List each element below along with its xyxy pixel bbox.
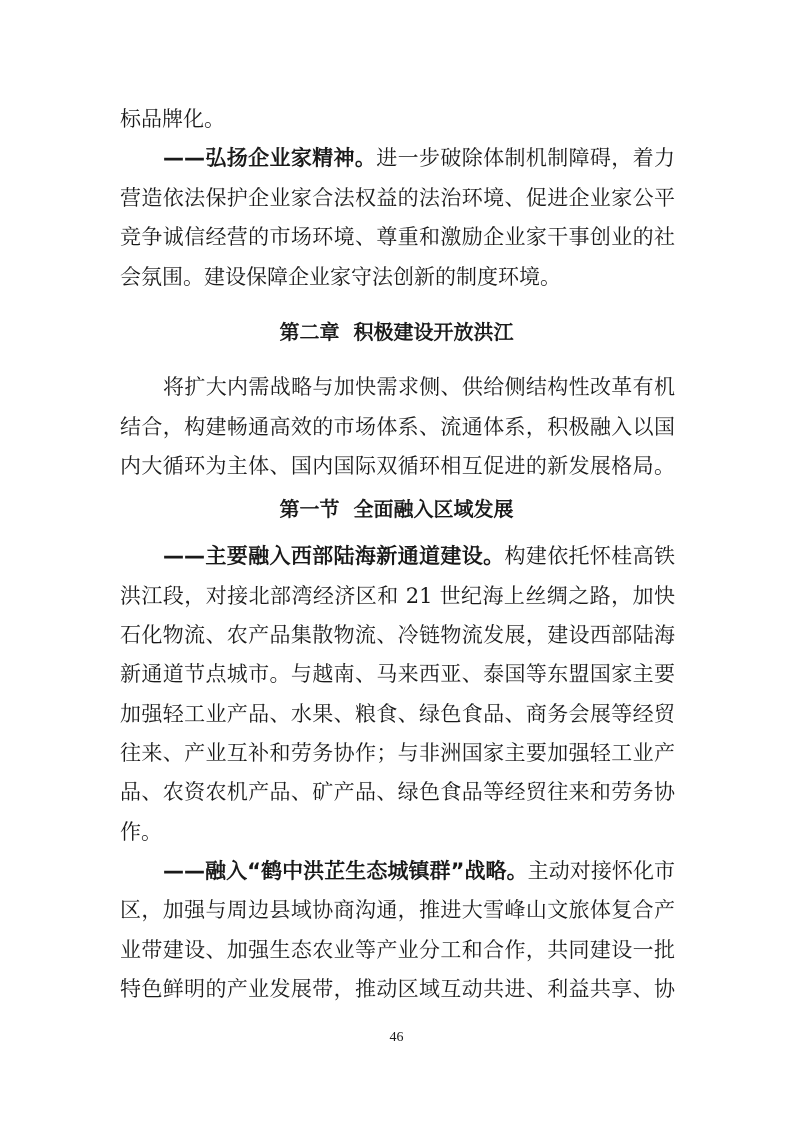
paragraph-line: 内大循环为主体、国内国际双循环相互促进的新发展格局。	[120, 454, 675, 478]
paragraph-line: 会氛围。建设保障企业家守法创新的制度环境。	[120, 265, 561, 289]
paragraph-line	[163, 143, 675, 173]
paragraph-line: 特色鲜明的产业发展带，推动区域互动共进、利益共享、协	[120, 977, 675, 1001]
paragraph-line: 作。	[120, 820, 162, 844]
paragraph-line: 区，加强与周边县域协商沟通，推进大雪峰山文旅体复合产	[120, 898, 675, 922]
paragraph-line: 业带建设、加强生态农业等产业分工和合作，共同建设一批	[120, 938, 675, 962]
paragraph-line: 加强轻工业产品、水果、粮食、绿色食品、商务会展等经贸	[120, 702, 675, 726]
paragraph-line: 品、农资农机产品、矿产品、绿色食品等经贸往来和劳务协	[120, 780, 675, 804]
paragraph-line: 竞争诚信经营的市场环境、尊重和激励企业家干事创业的社	[120, 225, 675, 249]
page-number: 46	[389, 1030, 404, 1045]
bold-lead: ——弘扬企业家精神。	[163, 146, 377, 170]
paragraph-line: 结合，构建畅通高效的市场体系、流通体系，积极融入以国	[120, 415, 675, 439]
paragraph-line: 标品牌化。	[120, 107, 225, 131]
paragraph-line: 新通道节点城市。与越南、马来西亚、泰国等东盟国家主要	[120, 662, 675, 686]
line-text: 进一步破除体制机制障碍，着力	[376, 146, 675, 170]
paragraph-line: 石化物流、农产品集散物流、冷链物流发展，建设西部陆海	[120, 623, 675, 647]
line-text: 构建依托怀桂高铁	[504, 544, 675, 568]
paragraph-line: 将扩大内需战略与加快需求侧、供给侧结构性改革有机	[163, 375, 675, 399]
bold-lead: ——主要融入西部陆海新通道建设。	[163, 544, 505, 568]
paragraph-line: 洪江段，对接北部湾经济区和 21 世纪海上丝绸之路，加快	[120, 584, 675, 608]
paragraph-line: 往来、产业互补和劳务协作；与非洲国家主要加强轻工业产	[120, 741, 675, 765]
section-number: 第一节	[279, 497, 340, 521]
paragraph-line	[163, 856, 675, 886]
paragraph-line: 营造依法保护企业家合法权益的法治环境、促进企业家公平	[120, 186, 675, 210]
chapter-number: 第二章	[279, 320, 340, 344]
line-text: 主动对接怀化市	[527, 859, 675, 883]
chapter-heading	[0, 317, 793, 347]
chapter-title: 积极建设开放洪江	[353, 320, 514, 344]
section-title: 全面融入区域发展	[353, 497, 514, 521]
bold-lead: ——融入“鹤中洪芷生态城镇群”战略。	[163, 859, 528, 883]
section-heading	[0, 494, 793, 524]
paragraph-line	[163, 541, 675, 571]
